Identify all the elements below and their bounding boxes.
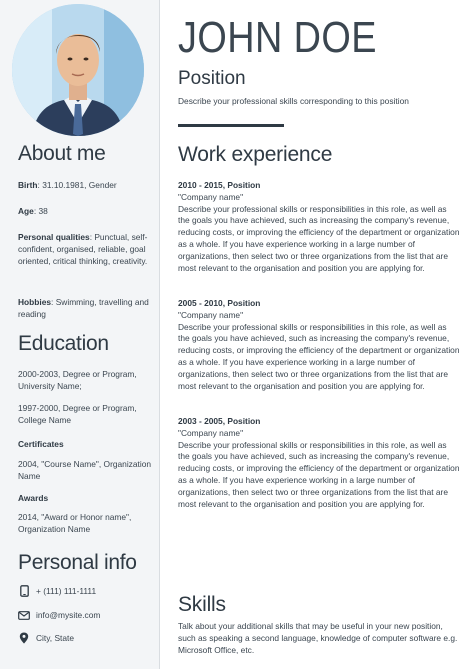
- age-line: [18, 205, 154, 217]
- awards-value: 2014, "Award or Honor name", Organization Name: [18, 512, 132, 534]
- certificates-label-text: Certificates: [18, 439, 64, 449]
- qualities-line: [18, 231, 154, 267]
- job-period: 2003 - 2005, Position: [178, 416, 261, 426]
- position-title: Position: [178, 68, 246, 89]
- job-description: Describe your professional skills or responsibilities in this role, as well as the goals you have achieved, such as increasing the company's revenue, reducing costs, or improving the efficiency of the department or organization as a whole. If you have experience working in a large number of organizations, then select two or three organizations from the list that are most relevant to the organisation and position you are applying for.: [178, 439, 460, 509]
- mail-icon: [18, 609, 30, 621]
- email-text: info@mysite.com: [36, 610, 101, 620]
- birth-value: : 31.10.1981, Gender: [37, 180, 117, 190]
- job-period: 2010 - 2015, Position: [178, 180, 261, 190]
- profile-photo: [12, 4, 144, 136]
- location-row: [18, 632, 74, 644]
- certificates-value: 2004, "Course Name", Organization Name: [18, 459, 152, 481]
- location-pin-icon: [18, 632, 30, 644]
- hobbies-value: : Swimming, travelling and reading: [18, 297, 149, 319]
- job-entry: [178, 180, 460, 274]
- personal-info-heading: Personal info: [18, 551, 137, 574]
- location-text: City, State: [36, 633, 75, 643]
- education-item: 2000-2003, Degree or Program, University Name;: [18, 369, 137, 391]
- hobbies-line: [18, 296, 154, 320]
- education-item: 1997-2000, Degree or Program, College Name: [18, 403, 137, 425]
- qualities-label: Personal qualities: [18, 232, 90, 242]
- job-period: 2005 - 2010, Position: [178, 298, 261, 308]
- job-description: Describe your professional skills or responsibilities in this role, as well as the goals you have achieved, such as increasing the company's revenue, reducing costs, or improving the efficiency of the department or organization as a whole. If you have experience working in a large number of organizations, then select two or three organizations from the list that are most relevant to the organisation and position you are applying for.: [178, 203, 460, 273]
- job-description: Describe your professional skills or responsibilities in this role, as well as the goals you have achieved, such as increasing the company's revenue, reducing costs, or improving the efficiency of the department or organization as a whole. If you have experience working in a large number of organizations, then select two or three organizations from the list that are most relevant to the organisation and position you are applying for.: [178, 321, 460, 391]
- awards-label: [18, 492, 154, 504]
- phone-icon: [18, 585, 30, 597]
- birth-label: Birth: [18, 180, 38, 190]
- work-experience-heading: Work experience: [178, 143, 333, 166]
- job-company: "Company name": [178, 191, 244, 202]
- hobbies-label: Hobbies: [18, 297, 52, 307]
- phone-row: [18, 585, 96, 597]
- education-heading: Education: [18, 332, 109, 355]
- birth-line: [18, 179, 154, 191]
- age-label: Age: [18, 206, 34, 216]
- qualities-value: : Punctual, self-confident, organised, reliable, goal oriented, critical thinking, creativity.: [18, 232, 148, 266]
- job-entry: [178, 416, 460, 510]
- certificates-label: [18, 438, 154, 450]
- email-row: [18, 609, 100, 621]
- skills-heading: Skills: [178, 593, 226, 616]
- job-entry: [178, 298, 460, 392]
- position-description: Describe your professional skills corresponding to this position: [178, 96, 409, 106]
- profile-photo-image: [12, 4, 144, 136]
- age-value: : 38: [33, 206, 48, 216]
- job-company: "Company name": [178, 309, 244, 320]
- about-me-heading: About me: [18, 142, 106, 165]
- skills-description: Talk about your additional skills that may be useful in your new position, such as speaking a second language, knowledge of computer software e.g. Microsoft Office, etc.: [178, 621, 458, 655]
- header-divider: [178, 124, 284, 127]
- awards-label-text: Awards: [18, 493, 49, 503]
- candidate-name: JOHN DOE: [178, 13, 377, 62]
- job-company: "Company name": [178, 427, 244, 438]
- phone-text: + (111) 111-1111: [36, 586, 97, 596]
